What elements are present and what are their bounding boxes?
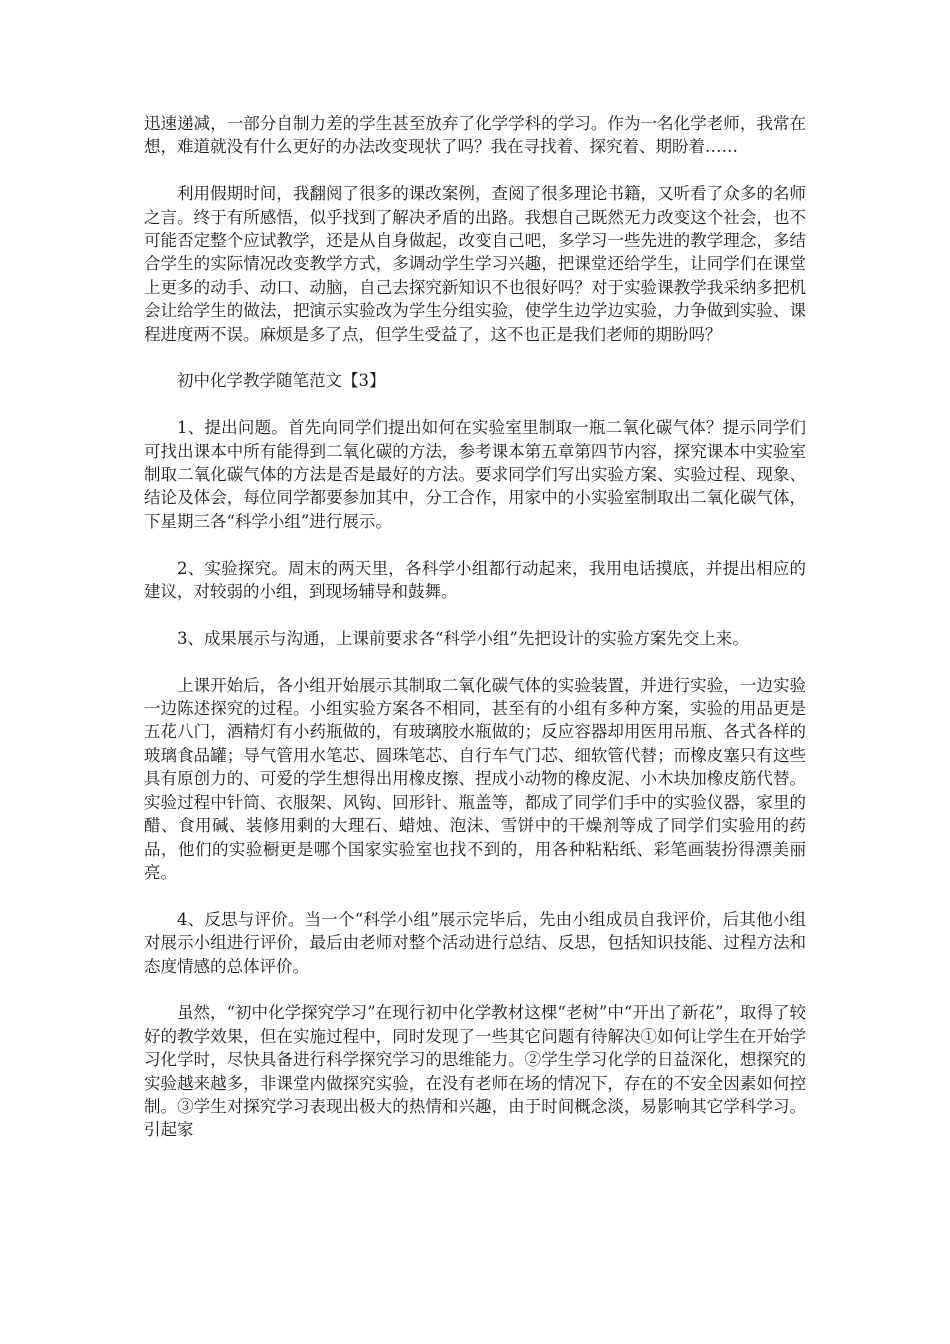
paragraph-step-2: 2、实验探究。周末的两天里，各科学小组都行动起来，我用电话摸底，并提出相应的建议，对较弱的小组，到现场辅导和鼓舞。 <box>144 558 806 602</box>
paragraph-step-3: 3、成果展示与沟通，上课前要求各“科学小组”先把设计的实验方案先交上来。 <box>177 628 749 648</box>
paragraph-step-1: 1、提出问题。首先向同学们提出如何在实验室里制取一瓶二氧化碳气体？提示同学们可找出课本中所有能得到二氧化碳的方法，参考课本第五章第四节内容，探究课本中实验室制取二氧化碳气体的方法是否是最好的方法。要求同学们写出实验方案、实验过程、现象、结论及体会，每位同学都要参加其中，分工合作，用家中的小实验室制取出二氧化碳气体，下星期三各“科学小组”进行展示。 <box>144 418 806 531</box>
paragraph-intro: 迅速递减，一部分自制力差的学生甚至放弃了化学学科的学习。作为一名化学老师，我常在想，难道就没有什么更好的办法改变现状了吗？我在寻找着、探究着、期盼着…… <box>144 114 806 157</box>
paragraph-reflection: 利用假期时间，我翻阅了很多的课改案例，查阅了很多理论书籍，又听看了众多的名师之言。终于有所感悟，似乎找到了解决矛盾的出路。我想自己既然无力改变这个社会，也不可能否定整个应试教学，还是从自身做起，改变自己吧，多学习一些先进的教学理念，多结合学生的实际情况改变教学方式，多调动学生学习兴趣，把课堂还给学生，让同学们在课堂上更多的动手、动口、动脑，自己去探究新知识不也很好吗？对于实验课教学我采纳多把机会让给学生的做法，把演示实验改为学生分组实验，使学生边学边实验，力争做到实验、课程进度两不误。麻烦是多了点，但学生受益了，这不也正是我们老师的期盼吗？ <box>144 184 806 344</box>
paragraph-class-demo: 上课开始后，各小组开始展示其制取二氧化碳气体的实验装置，并进行实验，一边实验一边陈述探究的过程。小组实验方案各不相同，甚至有的小组有多种方案，实验的用品更是五花八门，酒精灯有小药瓶做的，有玻璃胶水瓶做的；反应容器却用医用吊瓶、各式各样的玻璃食品罐；导气管用水笔芯、圆珠笔芯、自行车气门芯、细软管代替；而橡皮塞只有这些具有原创力的、可爱的学生想得出用橡皮擦、捏成小动物的橡皮泥、小木块加橡皮筋代替。实验过程中针筒、衣服架、风钩、回形针、瓶盖等，都成了同学们手中的实验仪器，家里的醋、食用碱、装修用剩的大理石、蜡烛、泡沫、雪饼中的干燥剂等成了同学们实验用的药品，他们的实验橱更是哪个国家实验室也找不到的，用各种粘粘纸、彩笔画装扮得漂美丽亮。 <box>144 675 806 882</box>
paragraph-conclusion: 虽然，“初中化学探究学习”在现行初中化学教材这棵“老树”中“开出了新花”，取得了较好的教学效果，但在实施过程中，同时发现了一些其它问题有待解决①如何让学生在开始学习化学时，尽快具备进行科学探究学习的思维能力。②学生学习化学的日益深化，想探究的实验越来越多，非课堂内做探究实验，在没有老师在场的情况下，存在的不安全因素如何控制。③学生对探究学习表现出极大的热情和兴趣，由于时间概念淡，易影响其它学科学习。引起家 <box>144 1003 806 1140</box>
paragraph-step-4: 4、反思与评价。当一个“科学小组”展示完毕后，先由小组成员自我评价，后其他小组对展示小组进行评价，最后由老师对整个活动进行总结、反思，包括知识技能、过程方法和态度情感的总体评价。 <box>144 909 806 976</box>
document-page <box>144 112 806 1165</box>
section-heading: 初中化学教学随笔范文【3】 <box>177 371 386 391</box>
